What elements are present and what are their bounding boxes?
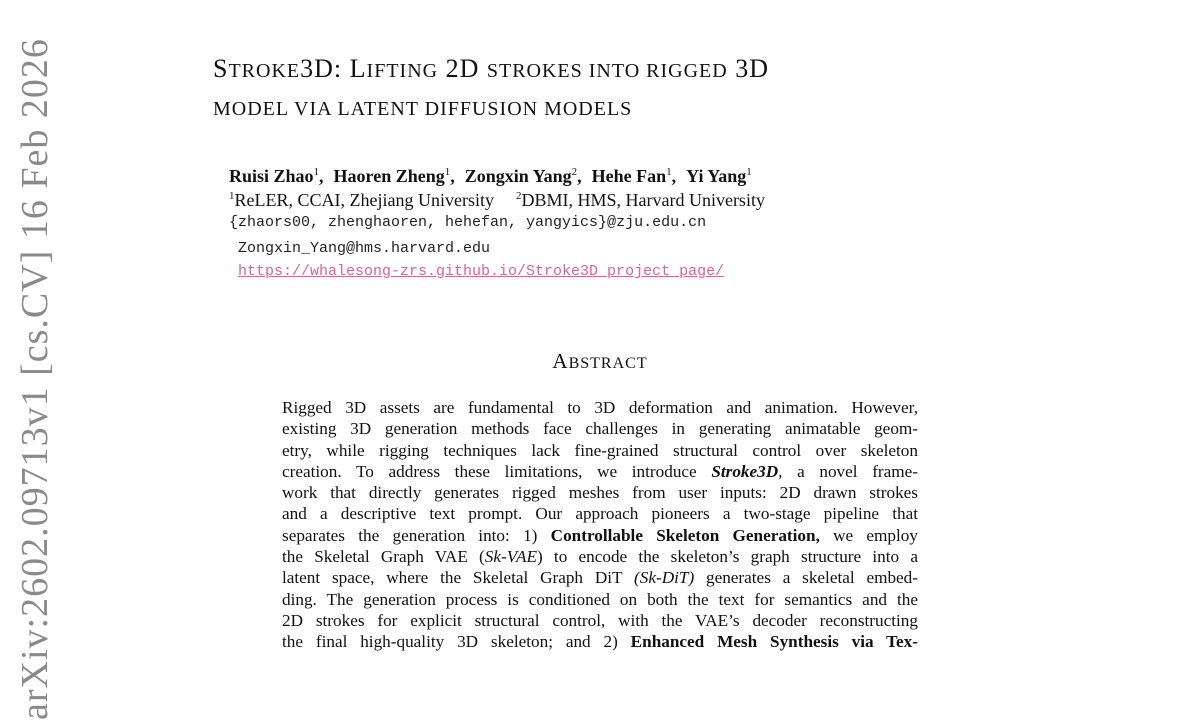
abstract-line [282, 397, 918, 418]
title-segment: IFTING [366, 60, 439, 82]
abstract-text-run: Sk-VAE [484, 547, 537, 567]
author-affiliation-marker: 1 [313, 166, 320, 178]
abstract-text-run: the Skeletal Graph VAE ( [282, 547, 485, 567]
abstract-text-run: creation. To address these limitations, we introduce [282, 461, 712, 481]
title-segment: 2D [438, 54, 487, 83]
title-segment: TROKE [228, 60, 301, 82]
abstract-text-run: latent space, where the Skeletal Graph DiT [282, 568, 635, 588]
title-segment: 3D: L [300, 54, 367, 83]
email-harvard: Zongxin_Yang@hms.harvard.edu [238, 240, 491, 257]
abstract-text-run: 2D strokes for explicit structural control, with the VAE’s decoder reconstructing [282, 610, 918, 630]
abstract-text-run: etry, while rigging techniques lack fine-grained structural control over skeleton [282, 440, 918, 460]
affiliation-number: 2 [515, 190, 522, 202]
abstract-line [282, 525, 918, 546]
abstract-line [282, 461, 918, 482]
abstract-line [282, 418, 918, 439]
author-name: Hehe Fan [591, 166, 667, 186]
title-segment: 3D [727, 54, 769, 83]
abstract-text-run: the final high-quality 3D skeleton; and 2) [282, 632, 631, 652]
author-list: Ruisi Zhao$^1$, Haoren Zheng$^1$, Zongxin Yang$^2$, Hehe Fan$^1$, Yi Yang$^1$ [229, 166, 752, 186]
author-name: Ruisi Zhao [229, 166, 314, 186]
abstract-line [282, 482, 918, 503]
author-name: Haoren Zheng [333, 166, 445, 186]
abstract-line [282, 567, 918, 588]
project-page-link[interactable]: https://whalesong-zrs.github.io/Stroke3D_project_page/ [238, 263, 725, 280]
author-affiliation-marker: 1 [444, 166, 451, 178]
paper-title [213, 50, 769, 128]
abstract-text-run: Controllable Skeleton Generation, [550, 525, 820, 545]
abstract-body [282, 397, 918, 653]
title-line-2: MODEL VIA LATENT DIFFUSION MODELS [213, 98, 633, 120]
abstract-text-run: we employ [819, 525, 918, 545]
abstract-text-run: work that directly generates rigged meshes from user inputs: 2D drawn strokes [282, 483, 918, 503]
abstract-text-run: existing 3D generation methods face challenges in generating animatable geom- [282, 419, 918, 439]
author-affiliation-marker: 1 [666, 166, 672, 178]
title-segment: STROKES INTO RIGGED [486, 60, 728, 82]
title-line-1 [213, 50, 769, 90]
abstract-heading [0, 349, 1200, 374]
affiliation-name: ReLER, CCAI, Zhejiang University [234, 190, 494, 210]
abstract-line [282, 589, 918, 610]
abstract-text-run: Enhanced Mesh Synthesis via Tex- [630, 632, 918, 652]
author-name: Yi Yang [686, 166, 747, 186]
email-zju: {zhaors00, zhenghaoren, hehefan, yangyics}@zju.edu.cn [229, 214, 707, 231]
affiliations [229, 184, 765, 212]
author-affiliation-marker: 2 [571, 166, 578, 178]
author-affiliation-marker: 1 [746, 166, 752, 178]
abstract-heading-rest: BSTRACT [568, 355, 648, 372]
abstract-line [282, 610, 918, 631]
abstract-line [282, 503, 918, 524]
abstract-line [282, 546, 918, 567]
abstract-text-run: generates a skeletal embed- [694, 568, 918, 588]
abstract-text-run: separates the generation into: 1) [282, 525, 551, 545]
abstract-line [282, 440, 918, 461]
author-name: Zongxin Yang [464, 166, 572, 186]
abstract-line [282, 631, 918, 652]
abstract-heading-cap: A [552, 349, 569, 373]
abstract-text-run: ) to encode the skeleton’s graph structure into a [536, 547, 918, 567]
abstract-text-run: ding. The generation process is conditioned on both the text for semantics and the [282, 589, 918, 609]
abstract-text-run: Stroke3D [711, 461, 779, 481]
affiliation-number: 1 [229, 190, 235, 202]
abstract-text-run: (Sk-DiT) [634, 568, 695, 588]
affiliation-name: DBMI, HMS, Harvard University [521, 190, 765, 210]
arxiv-identifier-stamp: arXiv:2602.09713v1 [cs.CV] 16 Feb 2026 [14, 38, 56, 720]
title-segment: S [213, 54, 229, 83]
abstract-text-run: , a novel frame- [778, 461, 918, 481]
abstract-text-run: and a descriptive text prompt. Our approach pioneers a two-stage pipeline that [282, 504, 918, 524]
abstract-text-run: Rigged 3D assets are fundamental to 3D deformation and animation. However, [282, 398, 918, 417]
